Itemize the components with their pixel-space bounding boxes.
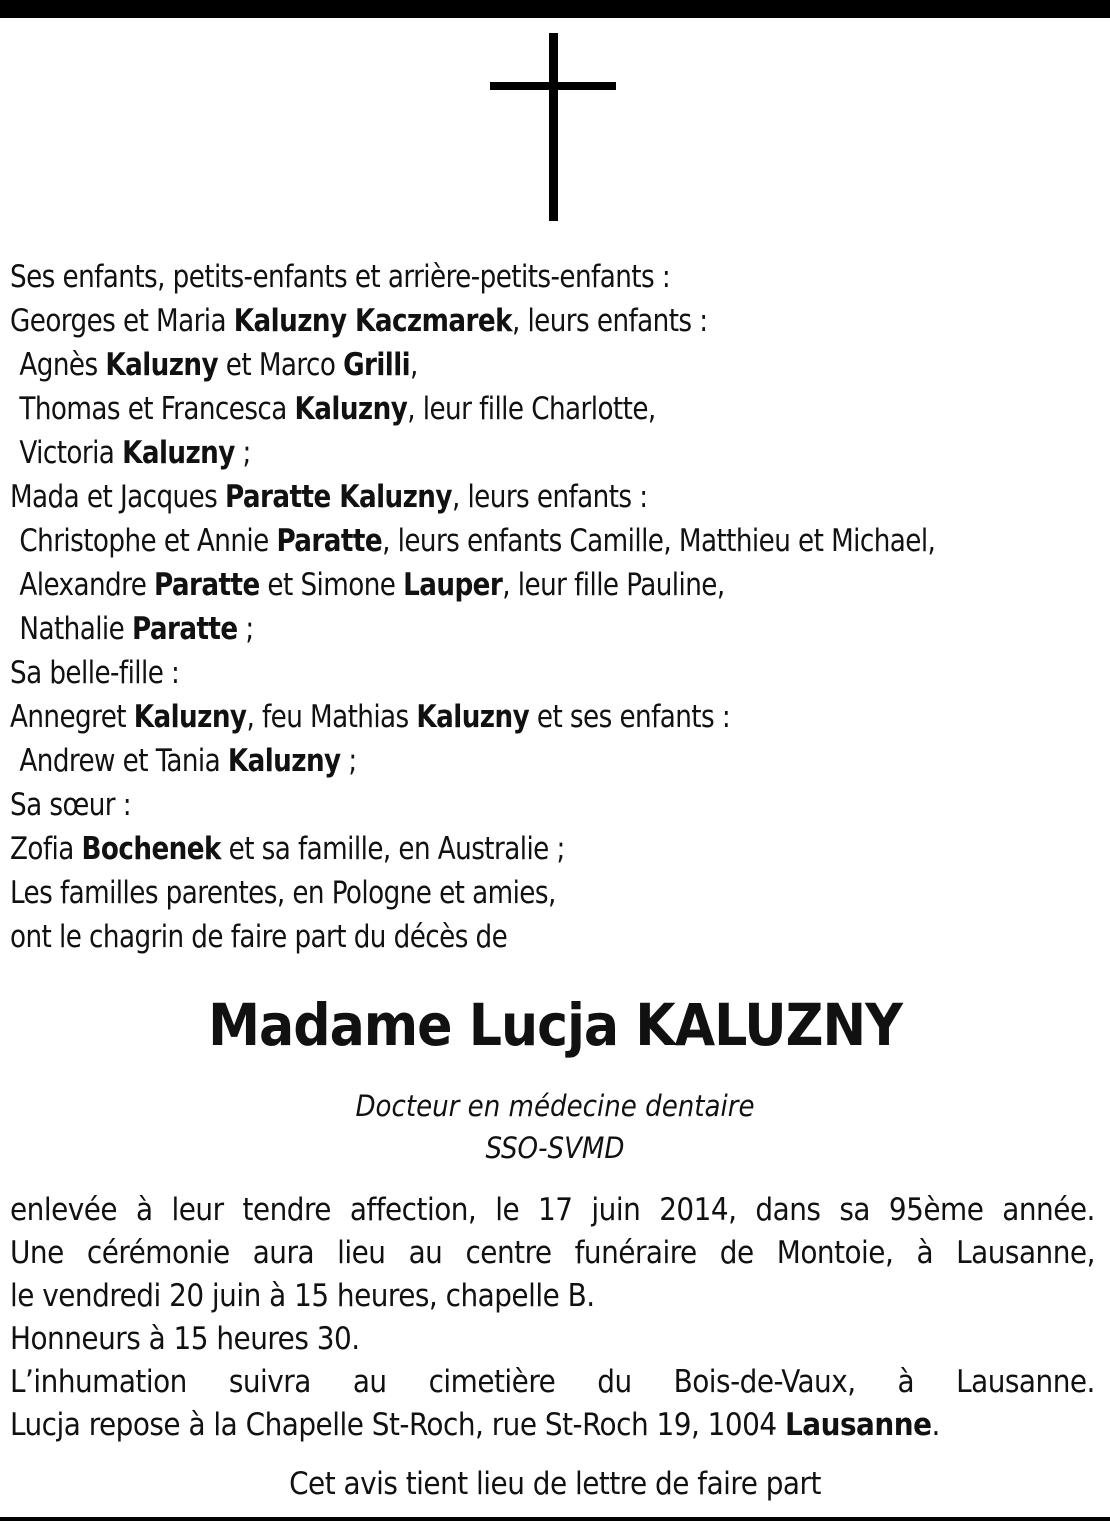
justified-word: juin: [591, 1192, 641, 1228]
details-line-death: [10, 1189, 1095, 1232]
family-text: , leurs enfants :: [451, 479, 648, 515]
family-line: [10, 563, 1039, 607]
justified-word: Montoie,: [776, 1235, 894, 1271]
justified-word: aura: [252, 1235, 315, 1271]
justified-word: Lausanne.: [956, 1364, 1095, 1400]
family-line: [10, 299, 1039, 343]
family-surname: Kaluzny: [133, 699, 247, 735]
justified-word: année.: [1002, 1192, 1095, 1228]
bottom-border: [0, 1517, 1110, 1521]
family-text: ,: [410, 347, 418, 383]
family-line: [10, 651, 1039, 695]
family-surname: Kaluzny: [294, 391, 408, 427]
rest-place-address: Lucja repose à la Chapelle St-Roch, rue St-Roch 19, 1004: [10, 1407, 785, 1443]
family-text: Andrew et Tania: [19, 743, 228, 779]
justified-word: affection,: [349, 1192, 477, 1228]
family-text: Nathalie: [19, 611, 132, 647]
family-text: Victoria: [19, 435, 123, 471]
family-text: Ses enfants, petits-enfants et arrière-petits-enfants :: [10, 259, 671, 295]
rest-place-punct: .: [931, 1407, 940, 1443]
details-line-honours: Honneurs à 15 heures 30.: [10, 1321, 360, 1357]
family-surname: Lauper: [403, 567, 503, 603]
family-surname: Kaluzny: [227, 743, 341, 779]
family-surname: Bochenek: [81, 831, 221, 867]
family-line: [10, 431, 1039, 475]
family-surname: Paratte: [276, 523, 383, 559]
family-text: et Marco: [218, 347, 344, 383]
justified-word: Lausanne,: [956, 1235, 1095, 1271]
justified-word: cérémonie: [86, 1235, 230, 1271]
justified-word: leur: [171, 1192, 224, 1228]
family-text: Alexandre: [19, 567, 155, 603]
family-text: Christophe et Annie: [19, 523, 277, 559]
family-text: Les familles parentes, en Pologne et amies,: [10, 875, 556, 911]
family-line: [10, 739, 1039, 783]
family-text: , feu Mathias: [246, 699, 417, 735]
justified-word: L’inhumation: [10, 1364, 187, 1400]
details-line-date: le vendredi 20 juin à 15 heures, chapelle B.: [10, 1278, 595, 1314]
family-text: Mada et Jacques: [10, 479, 226, 515]
professional-association: SSO-SVMD: [485, 1131, 625, 1165]
family-line: [10, 343, 1039, 387]
justified-word: lieu: [337, 1235, 386, 1271]
family-surname: Kaluzny Kaczmarek: [233, 303, 512, 339]
family-text: ;: [237, 611, 254, 647]
family-line: [10, 695, 1039, 739]
details-line-burial: [10, 1361, 1095, 1404]
justified-word: de: [719, 1235, 754, 1271]
family-text: ;: [234, 435, 251, 471]
family-line: [10, 915, 1039, 959]
family-text: Annegret: [10, 699, 134, 735]
family-text: Sa belle-fille :: [10, 655, 180, 691]
family-text: Agnès: [19, 347, 106, 383]
family-line: [10, 475, 1039, 519]
footer-note: Cet avis tient lieu de lettre de faire part: [289, 1466, 821, 1502]
justified-word: 17: [538, 1192, 573, 1228]
details-line-rest-place: [10, 1404, 1095, 1447]
family-text: , leur fille Pauline,: [502, 567, 725, 603]
justified-word: funéraire: [574, 1235, 697, 1271]
family-surname: Grilli: [343, 347, 411, 383]
family-line: [10, 827, 1039, 871]
justified-word: à: [136, 1192, 153, 1228]
family-text: , leur fille Charlotte,: [407, 391, 656, 427]
justified-word: Bois-de-Vaux,: [673, 1364, 856, 1400]
funeral-details: [10, 1189, 1095, 1447]
justified-word: cimetière: [428, 1364, 556, 1400]
family-text: et ses enfants :: [529, 699, 731, 735]
justified-word: tendre: [242, 1192, 331, 1228]
family-text: Zofia: [10, 831, 82, 867]
family-line: [10, 255, 1039, 299]
family-text: Georges et Maria: [10, 303, 234, 339]
family-text: ;: [340, 743, 357, 779]
justified-word: 95ème: [888, 1192, 984, 1228]
justified-word: au: [352, 1364, 387, 1400]
deceased-name: Madame Lucja KALUZNY: [208, 991, 902, 1059]
justified-word: 2014,: [659, 1192, 737, 1228]
family-line: [10, 607, 1039, 651]
justified-word: à: [916, 1235, 934, 1271]
family-text: Sa sœur :: [10, 787, 131, 823]
family-text: , leurs enfants :: [511, 303, 708, 339]
family-text: et sa famille, en Australie ;: [220, 831, 565, 867]
family-line: [10, 871, 1039, 915]
justified-word: sa: [839, 1192, 870, 1228]
justified-word: à: [897, 1364, 915, 1400]
family-text: et Simone: [259, 567, 404, 603]
family-text: , leurs enfants Camille, Matthieu et Michael,: [382, 523, 936, 559]
family-line: [10, 519, 1039, 563]
justified-word: centre: [465, 1235, 552, 1271]
family-surname: Kaluzny: [105, 347, 219, 383]
rest-place-city: Lausanne: [785, 1407, 932, 1443]
justified-word: du: [597, 1364, 632, 1400]
family-surname: Kaluzny: [416, 699, 530, 735]
family-surname: Kaluzny: [122, 435, 235, 471]
justified-word: dans: [755, 1192, 821, 1228]
justified-word: suivra: [228, 1364, 311, 1400]
family-list: [10, 255, 1039, 959]
family-text: Thomas et Francesca: [19, 391, 295, 427]
family-surname: Paratte: [154, 567, 260, 603]
family-surname: Paratte: [131, 611, 238, 647]
justified-word: au: [408, 1235, 443, 1271]
cross-vertical-bar: [549, 33, 558, 221]
justified-word: enlevée: [10, 1192, 118, 1228]
family-surname: Paratte Kaluzny: [225, 479, 452, 515]
justified-word: Une: [10, 1235, 64, 1271]
details-line-ceremony: [10, 1232, 1095, 1275]
top-border: [0, 0, 1110, 18]
profession-line: Docteur en médecine dentaire: [355, 1089, 755, 1123]
family-line: [10, 783, 1039, 827]
justified-word: le: [495, 1192, 520, 1228]
cross-horizontal-bar: [490, 82, 616, 90]
family-line: [10, 387, 1039, 431]
family-text: ont le chagrin de faire part du décès de: [10, 919, 508, 955]
